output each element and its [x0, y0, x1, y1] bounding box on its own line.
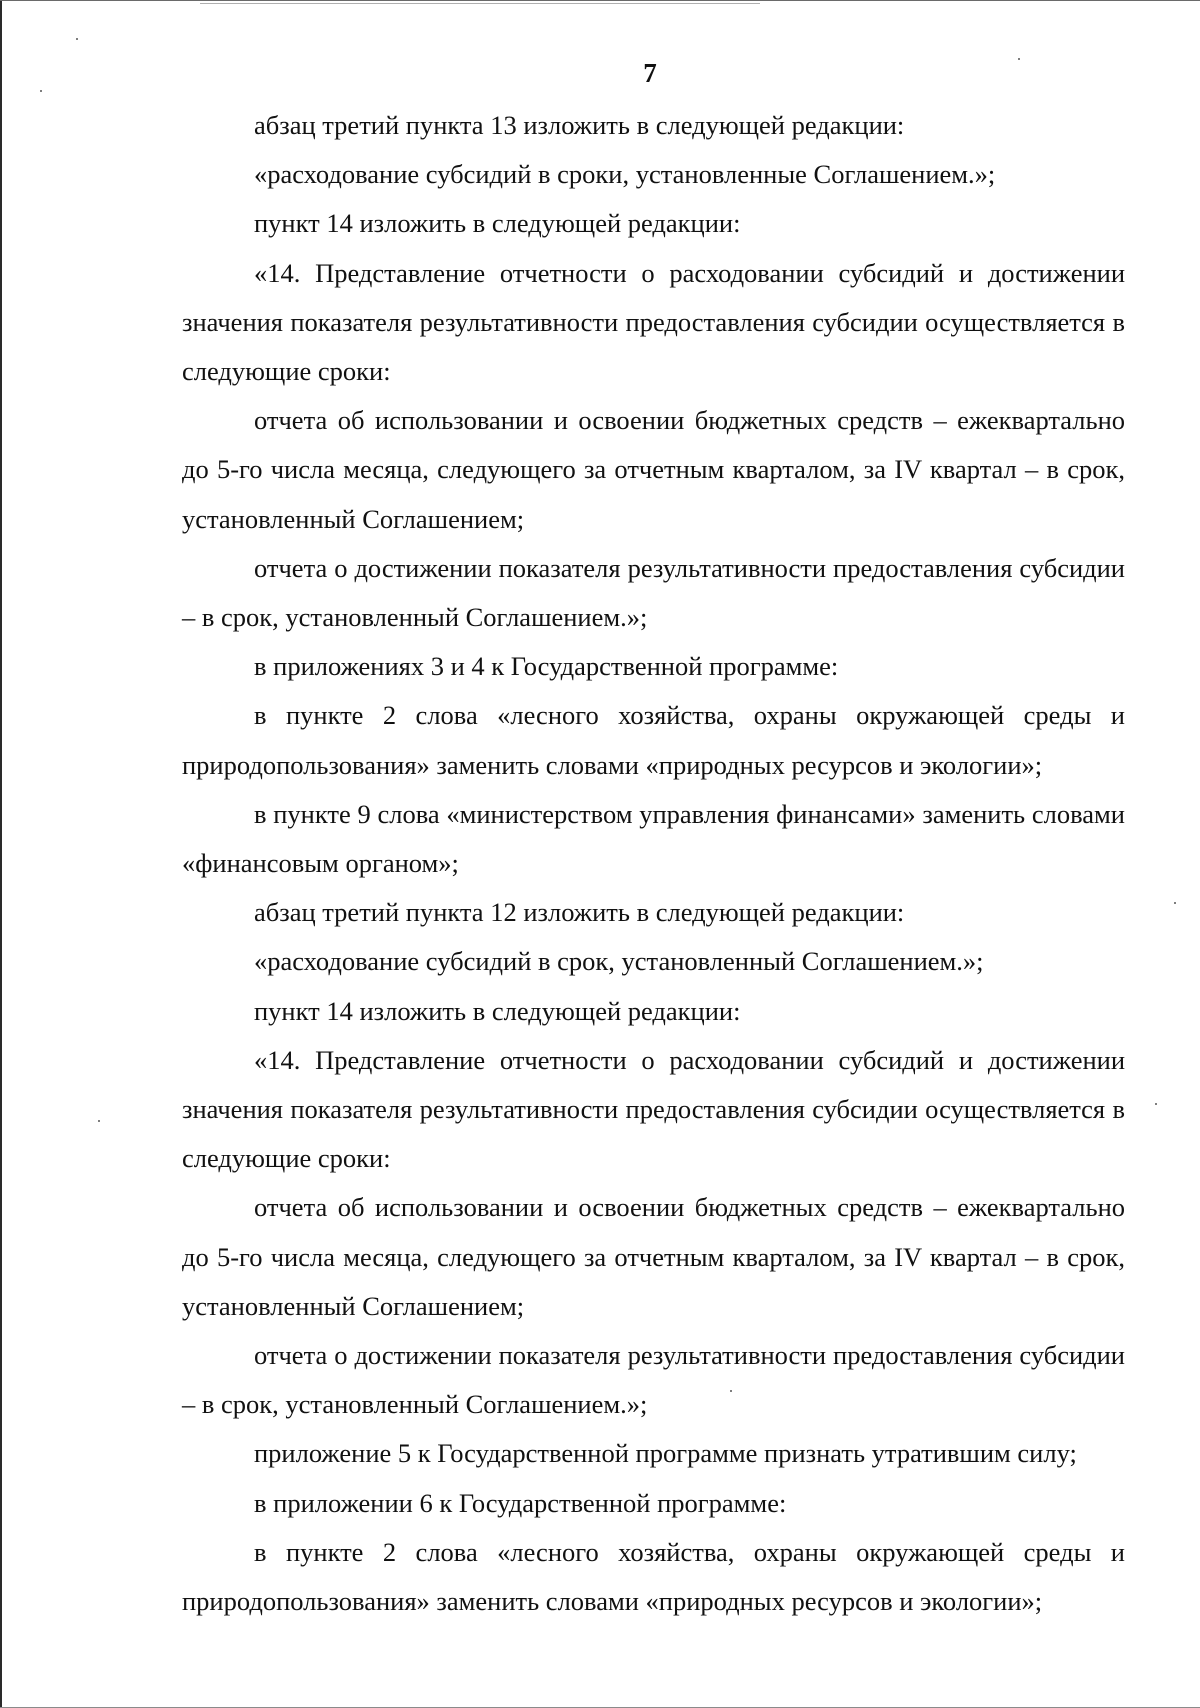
paragraph: пункт 14 изложить в следующей редакции:: [254, 208, 741, 239]
paragraph: отчета о достижении показателя результативности предоставления субсидии – в срок, установленный Соглашением.»;: [182, 552, 1125, 633]
document-body: [182, 101, 1125, 1626]
scan-speck: [1155, 1103, 1157, 1105]
paragraph: «расходование субсидий в сроки, установленные Соглашением.»;: [254, 159, 996, 190]
scan-speck: [40, 90, 42, 92]
scan-speck: [76, 38, 78, 40]
paragraph: отчета об использовании и освоении бюджетных средств – ежеквартально до 5-го числа месяца, следующего за отчетным кварталом, за IV квартал – в срок, установленный Соглашением;: [182, 1192, 1125, 1321]
scan-edge-left: [0, 0, 2, 1708]
paragraph: абзац третий пункта 13 изложить в следующей редакции:: [254, 110, 905, 140]
paragraph: пункт 14 изложить в следующей редакции:: [254, 995, 741, 1026]
scan-speck: [98, 1120, 100, 1122]
paragraph: отчета о достижении показателя результативности предоставления субсидии – в срок, установленный Соглашением.»;: [182, 1340, 1125, 1420]
page-number: 7: [643, 58, 657, 88]
scan-edge-top: [0, 0, 1200, 1]
paragraph: абзац третий пункта 12 изложить в следующей редакции:: [254, 897, 905, 928]
scan-edge-top-line: [200, 3, 760, 4]
paragraph: «14. Представление отчетности о расходовании субсидий и достижении значения показателя результативности предоставления субсидии осуществляется в следующие сроки:: [182, 257, 1125, 387]
paragraph: отчета об использовании и освоении бюджетных средств – ежеквартально до 5-го числа месяца, следующего за отчетным кварталом, за IV квартал – в срок, установленный Соглашением;: [182, 405, 1125, 534]
paragraph: в приложениях 3 и 4 к Государственной программе:: [254, 651, 839, 682]
paragraph: «расходование субсидий в срок, установленный Соглашением.»;: [254, 946, 984, 977]
scan-speck: [1174, 902, 1176, 904]
paragraph: в приложении 6 к Государственной программе:: [254, 1487, 787, 1518]
paragraph: в пункте 2 слова «лесного хозяйства, охраны окружающей среды и природопользования» заменить словами «природных ресурсов и экологии»;: [182, 1536, 1125, 1617]
paragraph: приложение 5 к Государственной программе признать утратившим силу;: [254, 1438, 1077, 1469]
paragraph: в пункте 2 слова «лесного хозяйства, охраны окружающей среды и природопользования» заменить словами «природных ресурсов и экологии»;: [182, 700, 1125, 780]
paragraph: «14. Представление отчетности о расходовании субсидий и достижении значения показателя результативности предоставления субсидии осуществляется в следующие сроки:: [182, 1044, 1125, 1174]
paragraph: в пункте 9 слова «министерством управления финансами» заменить словами «финансовым органом»;: [182, 798, 1125, 879]
